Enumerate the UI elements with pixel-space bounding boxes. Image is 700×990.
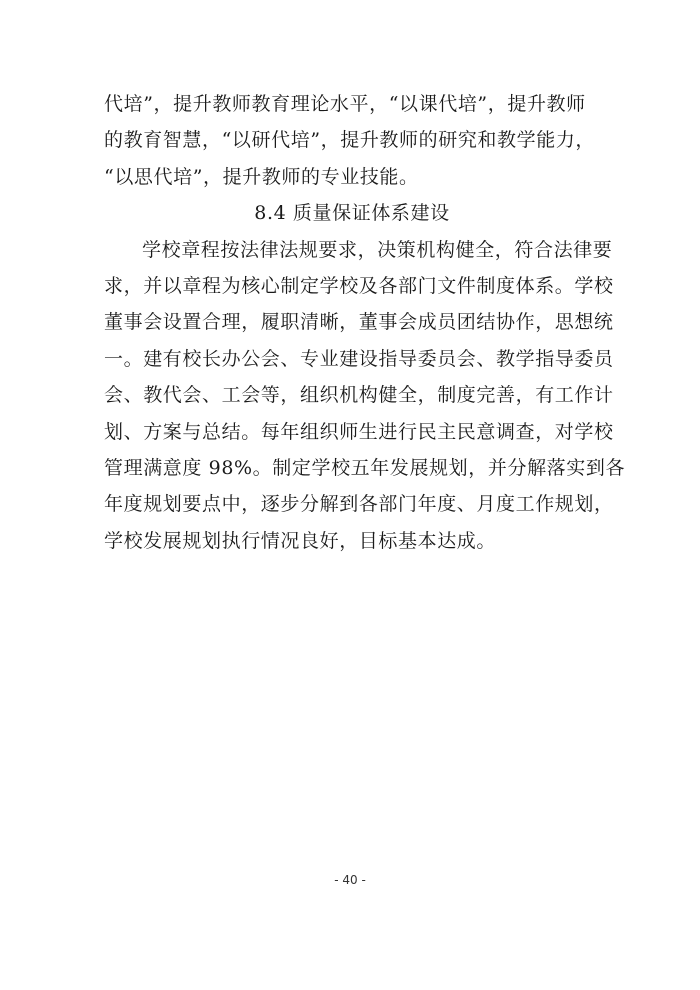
paragraph-line: 一。建有校长办公会、专业建设指导委员会、教学指导委员 xyxy=(104,347,614,370)
section-heading: 8.4 质量保证体系建设 xyxy=(254,202,450,225)
paragraph-line: 管理满意度 98%。制定学校五年发展规划，并分解落实到各 xyxy=(104,456,626,479)
document-body xyxy=(104,86,626,559)
intro-line: “以思代培”，提升教师的专业技能。 xyxy=(104,165,419,188)
intro-line: 代培”，提升教师教育理论水平，“以课代培”，提升教师 xyxy=(104,93,586,115)
paragraph-line: 学校章程按法律法规要求，决策机构健全，符合法律要 xyxy=(142,238,613,261)
intro-line: 的教育智慧，“以研代培”，提升教师的研究和教学能力， xyxy=(104,129,596,152)
page-number: - 40 - xyxy=(334,873,366,887)
paragraph-line: 划、方案与总结。每年组织师生进行民主民意调查，对学校 xyxy=(104,420,614,443)
paragraph-line: 年度规划要点中，逐步分解到各部门年度、月度工作规划， xyxy=(104,493,614,516)
paragraph-line: 求，并以章程为核心制定学校及各部门文件制度体系。学校 xyxy=(104,274,614,297)
paragraph-line: 董事会设置合理，履职清晰，董事会成员团结协作，思想统 xyxy=(104,311,614,334)
paragraph-line: 学校发展规划执行情况良好，目标基本达成。 xyxy=(104,529,497,552)
paragraph-line: 会、教代会、工会等，组织机构健全，制度完善，有工作计 xyxy=(104,384,614,407)
